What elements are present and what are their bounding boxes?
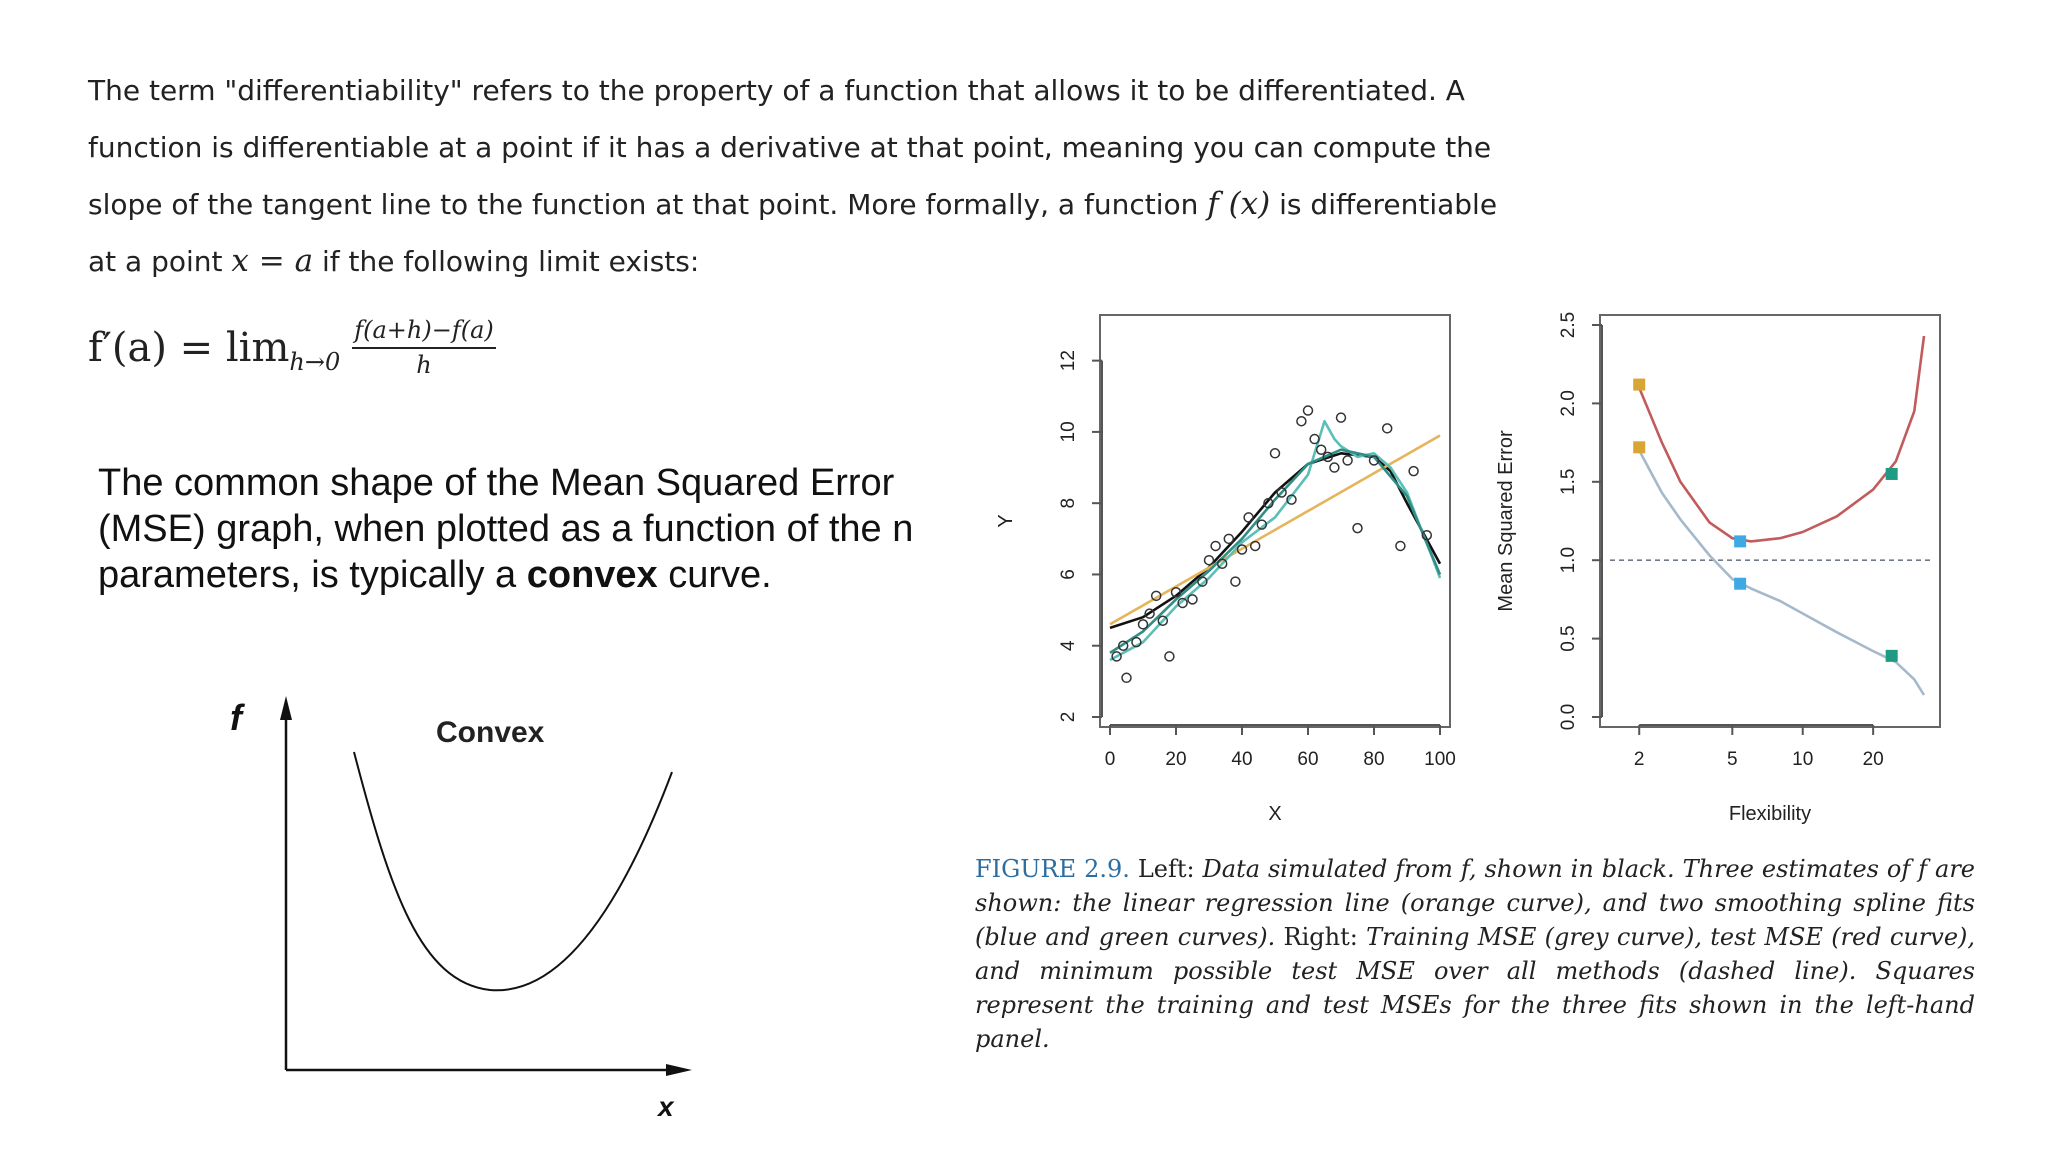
y-tick-label: 2.5 xyxy=(1558,311,1579,339)
mse-x-label: Flexibility xyxy=(1728,803,1812,825)
mse-y-label: Mean Squared Error xyxy=(1495,430,1517,612)
x-tick-label: 60 xyxy=(1297,749,1319,770)
formula-numerator: f(a+h)−f(a) xyxy=(352,316,496,349)
intro-text-2: is differentiable at a point xyxy=(88,188,1498,278)
y-tick-label: 1.5 xyxy=(1558,468,1579,496)
x-tick-label: 10 xyxy=(1792,749,1814,770)
intro-text-1: The term "differentiability" refers to the property of a function that allows it to be differentiated. A function is differentiable at a point if it has a derivative at that point, meaning you can compute the slope of the tangent line to the function at that point. More formally, a function xyxy=(88,74,1492,221)
x-tick-label: 20 xyxy=(1862,749,1884,770)
fit-marker-square xyxy=(1886,650,1898,662)
data-point xyxy=(1122,673,1131,682)
data-point xyxy=(1244,513,1253,522)
math-fx: f (x) xyxy=(1207,186,1271,222)
y-tick-label: 0.0 xyxy=(1558,703,1579,731)
series-line-0 xyxy=(1639,336,1924,541)
mse-line-3 xyxy=(98,552,922,598)
mse-line-3-pre: parameters, is typically a xyxy=(98,554,527,596)
convex-y-label: f xyxy=(230,697,242,738)
data-point xyxy=(1271,449,1280,458)
data-point xyxy=(1205,556,1214,565)
intro-text-3: if the following limit exists: xyxy=(313,245,700,278)
y-tick-label: 10 xyxy=(1058,421,1079,443)
scatter-plot-frame xyxy=(1100,315,1450,727)
x-tick-label: 2 xyxy=(1633,749,1645,770)
fit-marker-square xyxy=(1734,535,1746,547)
formula-limit-sub: h→0 xyxy=(289,347,341,376)
mse-convex-bold: convex xyxy=(526,554,658,596)
series-line-1 xyxy=(1639,450,1924,695)
fit-marker-square xyxy=(1633,441,1645,453)
data-point xyxy=(1343,456,1352,465)
scatter-x-label: X xyxy=(1268,803,1282,825)
x-tick-label: 20 xyxy=(1165,749,1187,770)
data-point xyxy=(1224,534,1233,543)
math-a: a xyxy=(294,243,314,279)
data-point xyxy=(1383,424,1392,433)
caption-text-1: Data simulated from f, shown in black. Three estimates of f are shown: the linear regression line (orange curve), and two smoothing spline fits (blue and green curves). xyxy=(975,855,1975,951)
y-tick-label: 6 xyxy=(1058,569,1079,580)
x-tick-label: 0 xyxy=(1104,749,1116,770)
data-point xyxy=(1317,445,1326,454)
data-point xyxy=(1353,524,1362,533)
fit-marker-square xyxy=(1734,578,1746,590)
convex-curve xyxy=(354,752,672,990)
data-point xyxy=(1297,417,1306,426)
mse-line-2: (MSE) graph, when plotted as a function of the n xyxy=(98,508,914,550)
x-tick-label: 100 xyxy=(1424,749,1456,770)
data-point xyxy=(1337,413,1346,422)
convex-x-label: x xyxy=(658,1091,674,1122)
figure-caption xyxy=(975,852,1975,1056)
data-point xyxy=(1304,406,1313,415)
fit-marker-square xyxy=(1886,468,1898,480)
y-tick-label: 12 xyxy=(1058,350,1079,372)
y-tick-label: 4 xyxy=(1058,640,1079,652)
mse-line-3-post: curve. xyxy=(657,554,772,596)
convex-x-arrow xyxy=(666,1064,692,1076)
data-point xyxy=(1330,463,1339,472)
convex-y-arrow xyxy=(280,696,292,720)
data-point xyxy=(1165,652,1174,661)
convex-diagram xyxy=(200,690,720,1130)
intro-paragraph xyxy=(88,62,1528,290)
figure-label: FIGURE 2.9. xyxy=(975,855,1130,883)
x-tick-label: 40 xyxy=(1231,749,1253,770)
data-point xyxy=(1396,541,1405,550)
x-tick-label: 80 xyxy=(1363,749,1385,770)
data-point xyxy=(1211,541,1220,550)
scatter-chart xyxy=(990,300,1470,840)
formula-fraction xyxy=(352,316,496,379)
scatter-y-label: Y xyxy=(995,514,1017,528)
caption-text-2: Training MSE (grey curve), test MSE (red curve), and minimum possible test MSE over all methods (dashed line). Squares represent the training and test MSEs for the three fits shown in the left-hand panel. xyxy=(975,923,1976,1053)
data-point xyxy=(1409,467,1418,476)
series-line-3 xyxy=(1110,450,1440,653)
convex-title: Convex xyxy=(436,716,545,749)
series-line-1 xyxy=(1110,436,1440,625)
y-tick-label: 2 xyxy=(1058,711,1079,723)
data-point xyxy=(1188,595,1197,604)
series-line-0 xyxy=(1110,453,1440,628)
formula-lhs: f′(a) = lim xyxy=(88,324,290,371)
x-tick-label: 5 xyxy=(1727,749,1738,770)
y-tick-label: 0.5 xyxy=(1558,625,1579,652)
mse-chart xyxy=(1490,300,1970,840)
fit-marker-square xyxy=(1633,379,1645,391)
data-point xyxy=(1251,541,1260,550)
mse-text-block xyxy=(98,460,922,598)
y-tick-label: 1.0 xyxy=(1558,546,1579,574)
data-point xyxy=(1139,620,1148,629)
caption-left-label: Left: xyxy=(1137,855,1195,883)
mse-line-1: The common shape of the Mean Squared Error xyxy=(98,462,895,504)
math-eq: = xyxy=(248,243,295,279)
formula-denominator: h xyxy=(416,351,432,379)
y-tick-label: 2.0 xyxy=(1558,390,1579,417)
mse-plot-frame xyxy=(1600,315,1940,727)
y-tick-label: 8 xyxy=(1058,497,1079,509)
math-x: x xyxy=(231,243,249,279)
data-point xyxy=(1231,577,1240,586)
caption-right-label: Right: xyxy=(1283,923,1358,951)
derivative-formula xyxy=(88,316,496,379)
